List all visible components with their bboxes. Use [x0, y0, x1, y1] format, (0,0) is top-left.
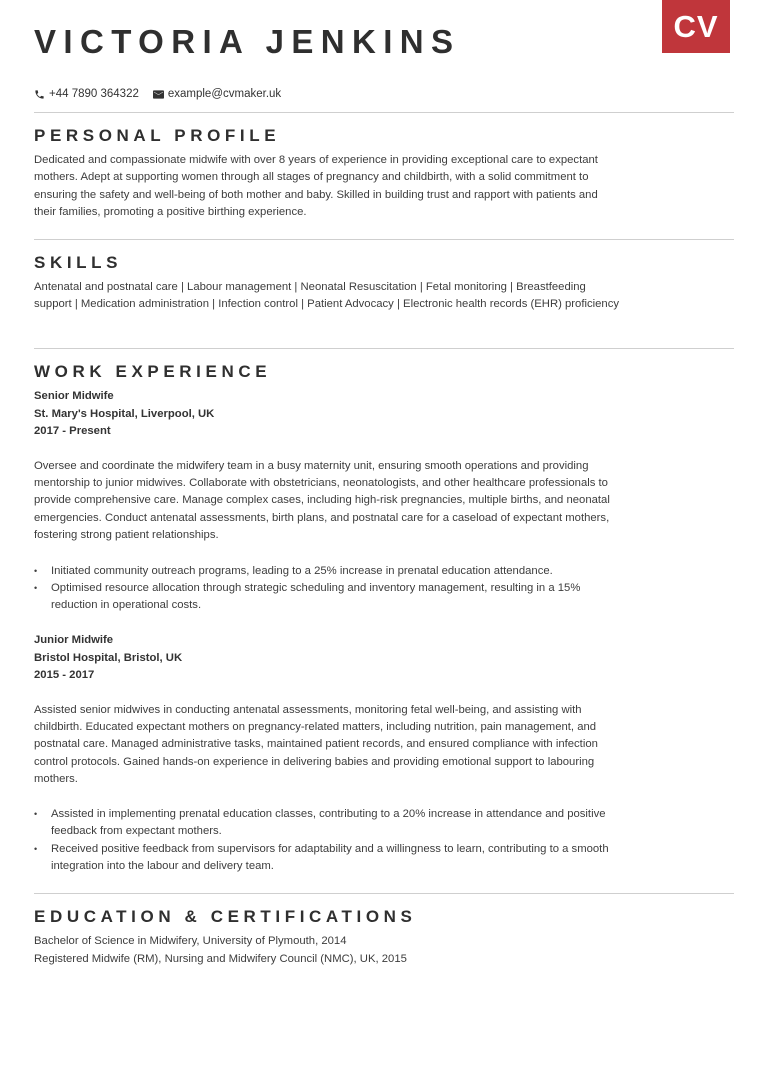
job-title: Senior Midwife	[34, 390, 114, 402]
phone-number[interactable]: +44 7890 364322	[49, 88, 139, 100]
divider	[34, 893, 734, 894]
list-item: • Optimised resource allocation through strategic scheduling and inventory management, resulting in a 15% reduction in operational costs.	[34, 580, 620, 615]
job-place: Bristol Hospital, Bristol, UK	[34, 651, 183, 664]
divider	[34, 239, 734, 240]
list-item: • Initiated community outreach programs, leading to a 25% increase in prenatal education attendance.	[34, 563, 620, 580]
list-item: • Assisted in implementing prenatal education classes, contributing to a 20% increase in attendance and positive feedback from expectant mothers.	[34, 806, 620, 841]
education-item: Bachelor of Science in Midwifery, University of Plymouth, 2014	[34, 935, 347, 947]
job-title: Junior Midwife	[34, 634, 114, 646]
phone-contact	[34, 88, 139, 100]
job-dates: 2017 - Present	[34, 425, 111, 437]
education-heading: EDUCATION & CERTIFICATIONS	[34, 907, 417, 926]
job-achievements	[34, 806, 620, 876]
job-dates: 2015 - 2017	[34, 669, 95, 681]
envelope-icon	[153, 90, 164, 99]
skills-heading: SKILLS	[34, 253, 123, 272]
email-contact	[153, 88, 281, 100]
work-heading: WORK EXPERIENCE	[34, 362, 272, 381]
job-place: St. Mary's Hospital, Liverpool, UK	[34, 407, 215, 420]
job-achievements	[34, 563, 620, 615]
profile-heading: PERSONAL PROFILE	[34, 126, 281, 145]
email-address[interactable]: example@cvmaker.uk	[167, 88, 282, 100]
job-description: Assisted senior midwives in conducting antenatal assessments, monitoring fetal well-being, and assisting with childbirth. Educated expectant mothers on pregnancy-related matters, including nutrition, pain management, and postnatal care. Managed administrative tasks, maintained patient records, and ensured compliance with infection control protocols. Gained hands-on experience in delivering babies and providing emotional support to labouring mothers.	[34, 703, 598, 786]
list-item: • Received positive feedback from supervisors for adaptability and a willingness to learn, contributing to a smooth integration into the labour and delivery team.	[34, 841, 620, 876]
cv-badge: CV	[662, 0, 730, 53]
job-description: Oversee and coordinate the midwifery team in a busy maternity unit, ensuring smooth operations and providing mentorship to junior midwives. Collaborate with obstetricians, neonatologists, and other healthcare professionals to provide comprehensive care. Manage complex cases, including high-risk pregnancies, multiple births, and neonatal emergencies. Conduct antenatal assessments, birth plans, and postnatal care for a caseload of expectant mothers, fostering strong patient relationships.	[34, 459, 610, 542]
education-item: Registered Midwife (RM), Nursing and Midwifery Council (NMC), UK, 2015	[34, 952, 407, 965]
divider	[34, 112, 734, 113]
contact-line	[34, 86, 295, 102]
skills-text: Antenatal and postnatal care | Labour management | Neonatal Resuscitation | Fetal monitoring | Breastfeeding support | Medication administration | Infection control | Patient Advocacy | Electronic health records (EHR) proficiency	[34, 281, 620, 311]
profile-text: Dedicated and compassionate midwife with over 8 years of experience in providing exceptional care to expectant mothers. Adept at supporting women through all stages of pregnancy and childbirth, with a solid commitment to ensuring the safety and well-being of both mother and baby. Skilled in building trust and rapport with patients and their families, promoting a positive birthing experience.	[34, 154, 598, 219]
phone-icon	[34, 89, 45, 100]
candidate-name: VICTORIA JENKINS	[34, 23, 461, 60]
divider	[34, 348, 734, 349]
